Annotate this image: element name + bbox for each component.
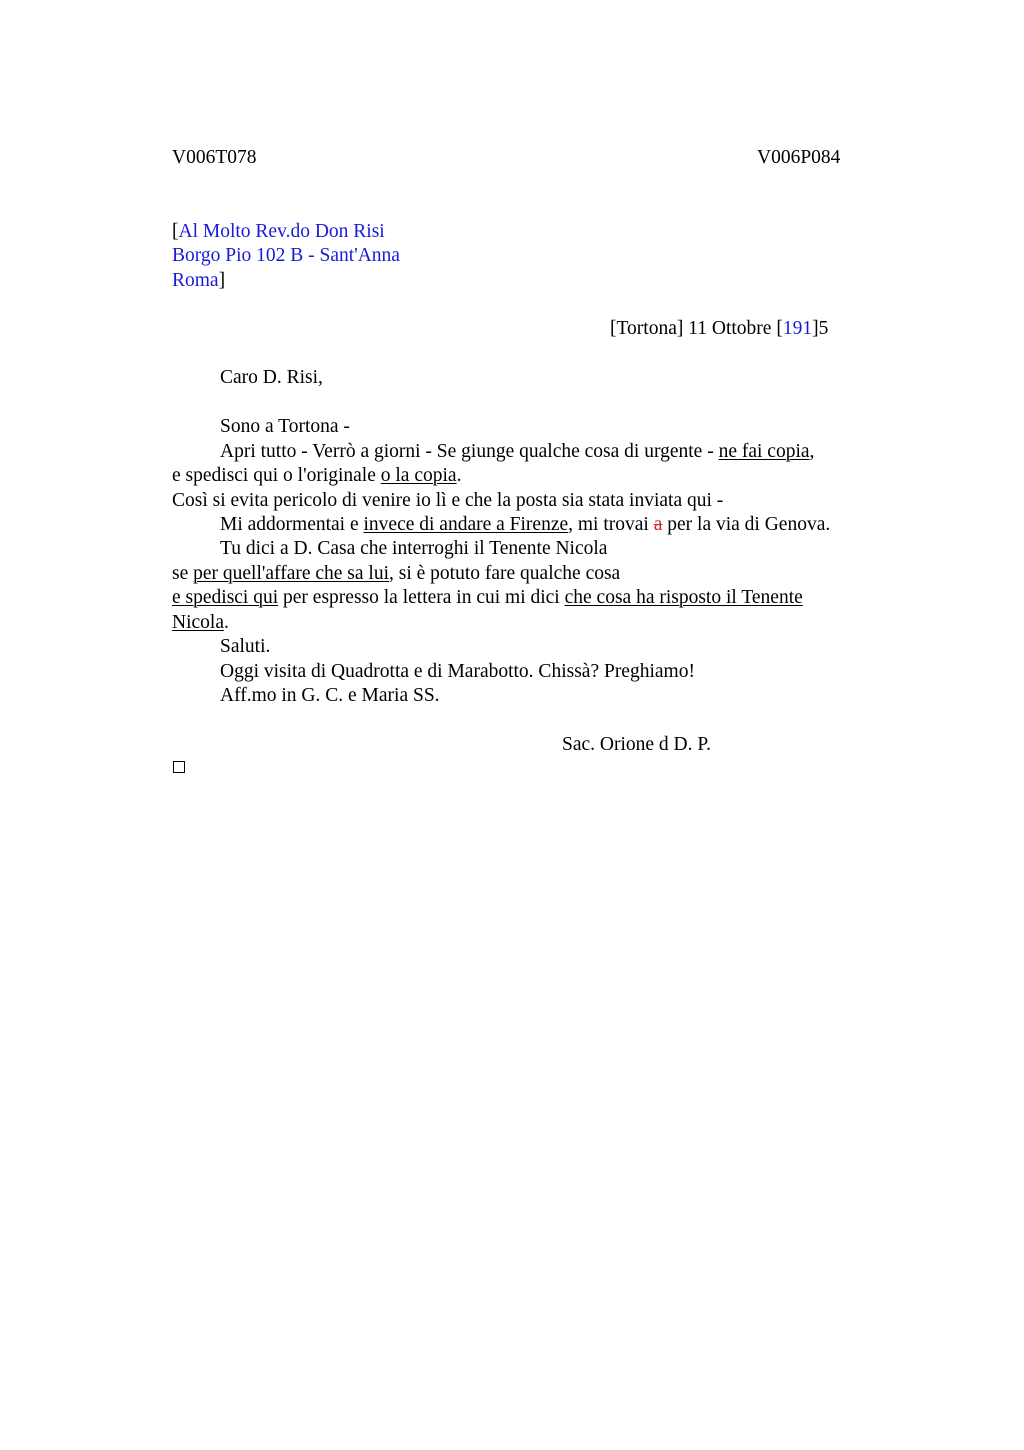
- body-line-3: [172, 464, 461, 488]
- text-run: .: [223, 612, 229, 633]
- date-year-tail: ]5: [812, 318, 829, 339]
- underlined-text: o la copia: [380, 465, 457, 486]
- body-line-8: [172, 586, 803, 610]
- date-year-insert: 191: [782, 318, 813, 339]
- underlined-text: e spedisci qui: [172, 587, 279, 608]
- address-city: Roma: [172, 270, 219, 291]
- address-line-1: [172, 220, 385, 244]
- body-line-1: Sono a Tortona -: [220, 416, 350, 437]
- body-line-2: [220, 440, 814, 464]
- text-run: per espresso la lettera in cui mi dici: [278, 587, 565, 608]
- text-run: se: [172, 563, 194, 584]
- body-line-10: Saluti.: [220, 636, 271, 657]
- text-run: ,: [809, 441, 815, 462]
- body-line-7: [172, 562, 620, 586]
- address-line-2: Borgo Pio 102 B - Sant'Anna: [172, 245, 400, 266]
- address-line-3: [172, 269, 225, 293]
- underlined-text: Nicola: [172, 612, 224, 633]
- text-run: Apri tutto - Verrò a giorni - Se giunge qualche cosa di urgente -: [220, 441, 719, 462]
- underlined-text: per quell'affare che sa lui: [193, 563, 390, 584]
- text-run: .: [456, 465, 462, 486]
- body-line-5: [220, 513, 830, 537]
- text-run: e spedisci qui o l'originale: [172, 465, 381, 486]
- underlined-text: ne fai copia: [718, 441, 810, 462]
- body-line-6: Tu dici a D. Casa che interroghi il Tenente Nicola: [220, 538, 608, 559]
- underlined-text: che cosa ha risposto il Tenente: [564, 587, 803, 608]
- text-run: per la via di Genova.: [662, 514, 831, 535]
- body-line-9: [172, 611, 229, 635]
- body-line-4: Così si evita pericolo di venire io lì e che la posta sia stata inviata qui -: [172, 490, 724, 511]
- body-line-12: Aff.mo in G. C. e Maria SS.: [220, 685, 440, 706]
- deleted-text: a: [653, 514, 663, 535]
- header-right-code: V006P084: [757, 147, 841, 168]
- date-place: [Tortona] 11 Ottobre [: [610, 318, 783, 339]
- salutation: Caro D. Risi,: [220, 367, 323, 388]
- signature: Sac. Orione d D. P.: [562, 734, 711, 755]
- text-run: , si è potuto fare qualche cosa: [389, 563, 621, 584]
- text-run: Mi addormentai e: [220, 514, 364, 535]
- body-line-11: Oggi visita di Quadrotta e di Marabotto. Chissà? Preghiamo!: [220, 661, 695, 682]
- address-close-bracket: ]: [218, 270, 226, 291]
- address-open-bracket: [: [172, 221, 179, 242]
- address-recipient: Al Molto Rev.do Don Risi: [178, 221, 385, 242]
- letter-date: [610, 317, 828, 341]
- header-left-code: V006T078: [172, 147, 257, 168]
- text-run: , mi trovai: [568, 514, 654, 535]
- square-marker-icon: [173, 761, 185, 773]
- underlined-text: invece di andare a Firenze: [363, 514, 569, 535]
